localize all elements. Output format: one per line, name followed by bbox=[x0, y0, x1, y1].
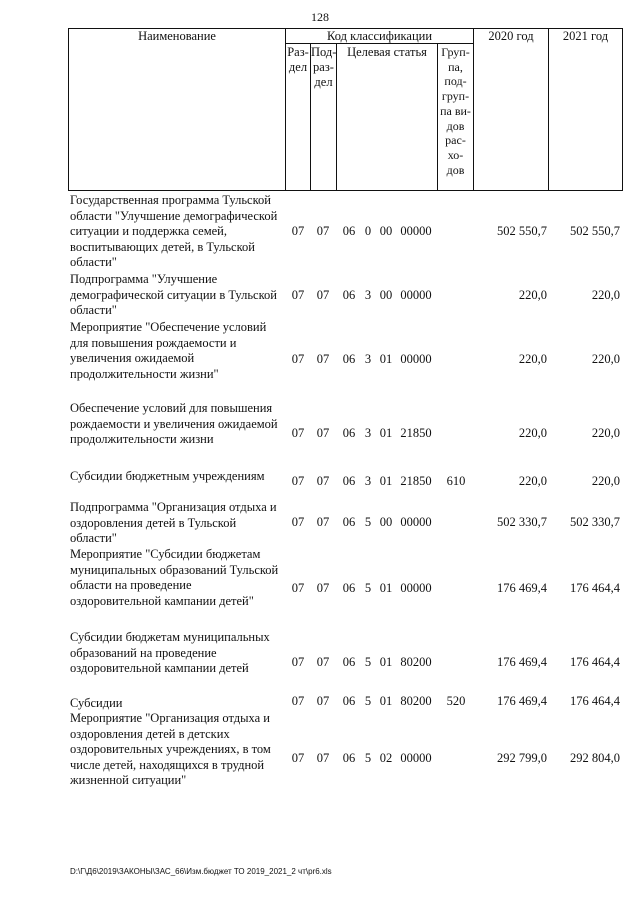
page-number: 128 bbox=[311, 10, 329, 24]
row-razdel: 07 bbox=[291, 474, 305, 488]
row-amount-2021: 502 550,7 bbox=[570, 224, 620, 238]
header-name: Наименование bbox=[138, 29, 216, 43]
row-program: 06 bbox=[342, 224, 356, 238]
row-measure: 01 bbox=[379, 426, 393, 440]
row-podrazdel: 07 bbox=[316, 655, 330, 669]
row-program: 06 bbox=[342, 581, 356, 595]
row-name: Субсидии bbox=[70, 696, 123, 710]
row-amount-2020: 502 330,7 bbox=[497, 515, 547, 529]
row-razdel: 07 bbox=[291, 352, 305, 366]
row-name: Государственная программа Тульской области "Улучшение демографической ситуации и поддержка семей, воспитывающих детей, в Тульской области" bbox=[70, 193, 278, 269]
row-subprogram: 5 bbox=[364, 751, 372, 765]
row-name: Обеспечение условий для повышения рождаемости и увеличения ожидаемой продолжительности жизни bbox=[70, 401, 278, 446]
header-expense-group bbox=[438, 45, 473, 177]
row-measure: 01 bbox=[379, 581, 393, 595]
row-amount-2020: 220,0 bbox=[518, 474, 547, 488]
header-podrazdel bbox=[311, 45, 336, 90]
row-name: Мероприятие "Организация отдыха и оздоровления детей в детских оздоровительных учреждениях, в том числе детей, находящихся в трудной жизненной ситуации" bbox=[70, 711, 271, 787]
row-amount-2021: 220,0 bbox=[591, 352, 620, 366]
header-vline bbox=[473, 28, 474, 191]
row-measure: 01 bbox=[379, 694, 393, 708]
row-amount-2021: 176 464,4 bbox=[570, 655, 620, 669]
row-subprogram: 5 bbox=[364, 581, 372, 595]
row-direction: 21850 bbox=[400, 426, 432, 440]
row-amount-2021: 292 804,0 bbox=[570, 751, 620, 765]
header-bottom-border bbox=[68, 190, 623, 191]
row-razdel: 07 bbox=[291, 224, 305, 238]
row-direction: 00000 bbox=[400, 515, 432, 529]
header-vline bbox=[68, 28, 69, 191]
file-path-footer: D:\Г\Д6\2019\ЗАКОНЫ\ЗАС_66\Изм.бюджет ТО 2019_2021_2 чт\pr6.xls bbox=[70, 867, 332, 876]
row-subprogram: 3 bbox=[364, 288, 372, 302]
header-vline bbox=[548, 28, 549, 191]
row-amount-2020: 220,0 bbox=[518, 352, 547, 366]
row-amount-2020: 176 469,4 bbox=[497, 581, 547, 595]
row-amount-2020: 502 550,7 bbox=[497, 224, 547, 238]
row-podrazdel: 07 bbox=[316, 515, 330, 529]
row-amount-2021: 502 330,7 bbox=[570, 515, 620, 529]
row-name: Субсидии бюджетным учреждениям bbox=[70, 469, 265, 483]
row-name: Мероприятие "Субсидии бюджетам муниципальных образований Тульской области на проведение оздоровительной кампании детей" bbox=[70, 547, 279, 608]
row-direction: 00000 bbox=[400, 224, 432, 238]
row-amount-2020: 176 469,4 bbox=[497, 655, 547, 669]
row-razdel: 07 bbox=[291, 288, 305, 302]
row-direction: 00000 bbox=[400, 751, 432, 765]
row-measure: 01 bbox=[379, 474, 393, 488]
row-subprogram: 3 bbox=[364, 474, 372, 488]
row-program: 06 bbox=[342, 694, 356, 708]
row-amount-2021: 220,0 bbox=[591, 474, 620, 488]
row-amount-2021: 176 464,4 bbox=[570, 694, 620, 708]
header-razdel-line: дел bbox=[288, 60, 308, 74]
header-group-line: па ви- bbox=[440, 103, 471, 118]
row-program: 06 bbox=[342, 288, 356, 302]
row-name: Мероприятие "Обеспечение условий для повышения рождаемости и увеличения ожидаемой продолжительности жизни" bbox=[70, 320, 267, 381]
row-program: 06 bbox=[342, 426, 356, 440]
header-group-line: дов bbox=[446, 118, 465, 133]
header-razdel bbox=[286, 45, 310, 75]
row-direction: 80200 bbox=[400, 655, 432, 669]
header-vline bbox=[336, 43, 337, 191]
row-podrazdel: 07 bbox=[316, 288, 330, 302]
row-measure: 01 bbox=[379, 352, 393, 366]
row-razdel: 07 bbox=[291, 581, 305, 595]
row-measure: 02 bbox=[379, 751, 393, 765]
header-group-line: Груп- bbox=[441, 45, 470, 59]
header-group-line: рас- bbox=[445, 133, 466, 148]
row-subprogram: 3 bbox=[364, 352, 372, 366]
header-group-line: под- bbox=[444, 74, 467, 89]
row-direction: 00000 bbox=[400, 352, 432, 366]
header-razdel-line: Раз- bbox=[287, 45, 309, 59]
row-group: 610 bbox=[446, 474, 466, 488]
row-subprogram: 5 bbox=[364, 694, 372, 708]
row-amount-2020: 176 469,4 bbox=[497, 694, 547, 708]
header-target-article: Целевая статья bbox=[347, 45, 427, 59]
row-program: 06 bbox=[342, 515, 356, 529]
row-razdel: 07 bbox=[291, 655, 305, 669]
header-podrazdel-line: Под- bbox=[311, 45, 337, 59]
row-podrazdel: 07 bbox=[316, 474, 330, 488]
row-direction: 21850 bbox=[400, 474, 432, 488]
header-vline bbox=[622, 28, 623, 191]
row-amount-2020: 220,0 bbox=[518, 426, 547, 440]
row-podrazdel: 07 bbox=[316, 352, 330, 366]
row-direction: 00000 bbox=[400, 581, 432, 595]
row-podrazdel: 07 bbox=[316, 224, 330, 238]
row-razdel: 07 bbox=[291, 515, 305, 529]
row-measure: 01 bbox=[379, 655, 393, 669]
row-direction: 00000 bbox=[400, 288, 432, 302]
row-subprogram: 5 bbox=[364, 655, 372, 669]
row-podrazdel: 07 bbox=[316, 426, 330, 440]
row-amount-2021: 220,0 bbox=[591, 426, 620, 440]
row-measure: 00 bbox=[379, 288, 393, 302]
header-podrazdel-line: дел bbox=[314, 75, 333, 89]
row-measure: 00 bbox=[379, 224, 393, 238]
row-amount-2021: 220,0 bbox=[591, 288, 620, 302]
header-group-line: па, bbox=[448, 59, 463, 74]
row-podrazdel: 07 bbox=[316, 694, 330, 708]
header-podrazdel-line: раз- bbox=[313, 60, 334, 74]
row-program: 06 bbox=[342, 655, 356, 669]
row-razdel: 07 bbox=[291, 751, 305, 765]
row-measure: 00 bbox=[379, 515, 393, 529]
row-subprogram: 3 bbox=[364, 426, 372, 440]
row-amount-2020: 292 799,0 bbox=[497, 751, 547, 765]
row-subprogram: 0 bbox=[364, 224, 372, 238]
row-amount-2021: 176 464,4 bbox=[570, 581, 620, 595]
header-group-line: груп- bbox=[441, 89, 470, 104]
row-subprogram: 5 bbox=[364, 515, 372, 529]
row-direction: 80200 bbox=[400, 694, 432, 708]
header-year-2021: 2021 год bbox=[562, 29, 609, 43]
row-razdel: 07 bbox=[291, 426, 305, 440]
row-name: Субсидии бюджетам муниципальных образований на проведение оздоровительной кампании детей bbox=[70, 630, 270, 675]
row-podrazdel: 07 bbox=[316, 581, 330, 595]
header-group-line: дов bbox=[446, 162, 465, 177]
row-amount-2020: 220,0 bbox=[518, 288, 547, 302]
row-name: Подпрограмма "Улучшение демографической ситуации в Тульской области" bbox=[70, 272, 277, 317]
row-program: 06 bbox=[342, 474, 356, 488]
row-program: 06 bbox=[342, 352, 356, 366]
row-program: 06 bbox=[342, 751, 356, 765]
row-razdel: 07 bbox=[291, 694, 305, 708]
header-year-2020: 2020 год bbox=[488, 29, 534, 43]
header-code-classification: Код классификации bbox=[326, 29, 433, 43]
row-podrazdel: 07 bbox=[316, 751, 330, 765]
row-group: 520 bbox=[446, 694, 466, 708]
row-name: Подпрограмма "Организация отдыха и оздоровления детей в Тульской области" bbox=[70, 500, 277, 545]
header-group-line: хо- bbox=[447, 147, 464, 162]
